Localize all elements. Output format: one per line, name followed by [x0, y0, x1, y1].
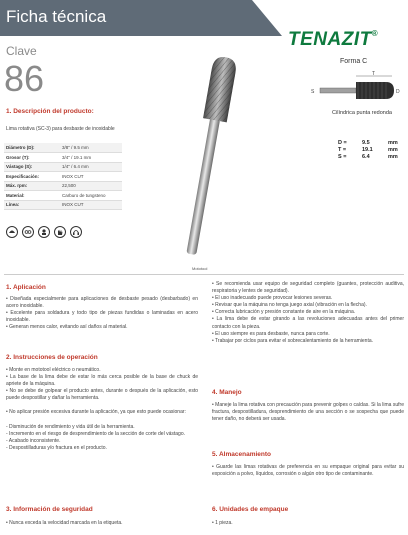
seguridad-cont-text: [212, 281, 404, 345]
seguridad-title: 3. Información de seguridad: [6, 506, 93, 513]
spec-key: Línea:: [4, 200, 60, 210]
dimension-unit: mm: [388, 147, 398, 153]
paragraph: - Acabado inconsistente.: [6, 437, 61, 444]
dimension-row: [338, 140, 404, 147]
paragraph: • Nunca exceda la velocidad marcada en la etiqueta.: [6, 520, 123, 526]
paragraph: • Maneje la lima rotativa con precaución para prevenir golpes o caídas. Si la lima sufre fractura, despostilladura, desprendimiento de una sección o se sospecha que puede tener daño, no deberá ser usada.: [212, 402, 404, 423]
safety-icons: [6, 226, 82, 238]
spec-value: 22,500: [60, 181, 122, 191]
paragraph: • 1 pieza.: [212, 520, 233, 526]
mask-icon: [38, 226, 50, 238]
spec-key: Diámetro (D):: [4, 143, 60, 153]
paragraph: • La lima debe de estar girando a las revoluciones adecuadas antes del primer contacto con la pieza.: [212, 316, 404, 330]
dimension-key: S =: [338, 154, 347, 160]
paragraph: • No aplicar presión excesiva durante la aplicación, ya que esto puede ocasionar:: [6, 409, 186, 416]
tool-label: Mototool: [192, 266, 208, 271]
paragraph: • Trabajar por ciclos para evitar el sobrecalentamiento de la herramienta.: [212, 337, 373, 344]
spec-value: INOX CUT: [60, 172, 122, 182]
spec-value: 3/4" / 19.1 mm: [60, 153, 122, 163]
s-dimension-label: S: [311, 89, 315, 95]
paragraph: - Disminución de rendimiento y vida útil de la herramienta.: [6, 423, 135, 430]
tool-head-cuts: [203, 55, 238, 122]
spec-key: Grosor (T):: [4, 153, 60, 163]
spec-row: [4, 191, 122, 201]
ear-protection-icon: [70, 226, 82, 238]
forma-shank: [320, 88, 356, 93]
dimension-value: 9.5: [362, 140, 370, 146]
paragraph: • La base de la lima debe de estar lo más cerca posible de la base de chuck de apriete de la máquina.: [6, 374, 198, 388]
almacenamiento-title: 5. Almacenamiento: [212, 451, 272, 458]
aplicacion-title: 1. Aplicación: [6, 284, 46, 291]
logo-registered-mark: ®: [371, 29, 379, 38]
logo-text: TENAZIT: [288, 29, 372, 50]
paragraph: • Generan menos calor, evitando así daños al material.: [6, 324, 128, 331]
paragraph: • No se debe de golpear el producto antes, durante o después de la aplicación, esto puede despostillar y dañar la herramienta.: [6, 388, 198, 402]
spec-value: 1/4" / 6.4 mm: [60, 162, 122, 172]
manejo-title: 4. Manejo: [212, 389, 242, 396]
goggles-icon: [22, 226, 34, 238]
gloves-icon: [54, 226, 66, 238]
spec-value: INOX CUT: [60, 200, 122, 210]
dimensions-list: [338, 140, 404, 161]
spec-table: [4, 143, 122, 210]
dimension-unit: mm: [388, 154, 398, 160]
paragraph: • Excelente para soldadura y todo tipo de piezas fundidas o laminadas en acero inoxidable.: [6, 310, 198, 324]
header-diagonal: [252, 0, 282, 36]
paragraph: • Revisar que la máquina no tenga juego axial (vibración en la flecha).: [212, 302, 367, 309]
paragraph: • Monte en mototool eléctrico o neumático.: [6, 367, 101, 373]
paragraph: - Despostilladuras y/o fractura en el producto.: [6, 444, 107, 451]
brand-logo: [288, 29, 378, 51]
paragraph: - Incremento en el riesgo de desprendimiento de la sección de corte del vástago.: [6, 430, 185, 437]
product-description-title: 1. Descripción del producto:: [6, 108, 94, 115]
spec-value: Carburo de tungsteno: [60, 191, 122, 201]
empaque-text: [212, 520, 404, 527]
spec-row: [4, 181, 122, 191]
tool-shank: [186, 117, 220, 255]
dimension-unit: mm: [388, 140, 398, 146]
shape-name: Cilíndrica punta redonda: [332, 110, 392, 116]
aplicacion-text: [6, 296, 198, 331]
dimension-row: [338, 154, 404, 161]
empaque-title: 6. Unidades de empaque: [212, 506, 289, 513]
spec-value: 3/8" / 9.5 mm: [60, 143, 122, 153]
dimension-row: [338, 147, 404, 154]
clave-label: Clave: [6, 44, 37, 58]
spec-row: [4, 153, 122, 163]
t-dimension-label: T: [372, 71, 376, 77]
instrucciones-title: 2. Instrucciones de operación: [6, 354, 98, 361]
spec-row: [4, 200, 122, 210]
paragraph: • El uso siempre es para desbaste, nunca para corte.: [212, 330, 330, 337]
forma-diagram: [308, 70, 404, 110]
d-dimension-label: D: [396, 89, 400, 95]
spec-row: [4, 162, 122, 172]
product-description: Lima rotativa (SC-3) para desbaste de inoxidable: [6, 126, 115, 132]
almacenamiento-text: [212, 464, 404, 478]
page-title: Ficha técnica: [6, 7, 107, 26]
clave-number: 86: [4, 58, 45, 99]
dimension-key: D =: [338, 140, 347, 146]
forma-label: Forma C: [340, 58, 368, 65]
paragraph: • Diseñada especialmente para aplicaciones de desbaste pesado (desbarbado) en acero inoxidable.: [6, 296, 198, 310]
spec-key: Vástago (S):: [4, 162, 60, 172]
paragraph: • Guarde las limas rotativas de preferencia en su empaque original para evitar su exposición a polvo, líquidos, corrosión o algún otro tipo de contaminante.: [212, 464, 404, 478]
dimension-value: 6.4: [362, 154, 370, 160]
manejo-text: [212, 402, 404, 423]
paragraph: • Se recomienda usar equipo de seguridad completo (guantes, protección auditiva, respiratoria y lentes de seguridad).: [212, 281, 404, 295]
spec-key: Máx. rpm:: [4, 181, 60, 191]
dimension-value: 19.1: [362, 147, 373, 153]
spec-row: [4, 143, 122, 153]
dimension-key: T =: [338, 147, 347, 153]
paragraph: • El uso inadecuado puede provocar lesiones severas.: [212, 295, 333, 302]
seguridad-text: [6, 520, 198, 527]
rotary-file-illustration: [176, 48, 246, 263]
section-divider: [4, 274, 404, 275]
paragraph: • Correcta lubricación y presión constante de aire en la máquina.: [212, 309, 356, 316]
spec-key: Especificación:: [4, 172, 60, 182]
helmet-icon: [6, 226, 18, 238]
instrucciones-text: [6, 367, 198, 452]
spec-key: Material:: [4, 191, 60, 201]
spec-row: [4, 172, 122, 182]
